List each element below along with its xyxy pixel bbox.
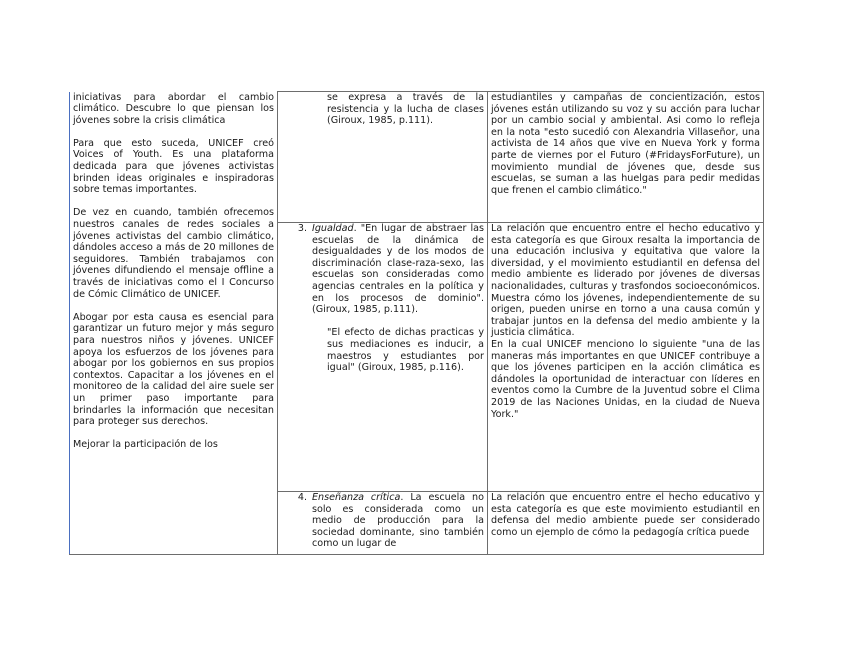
document-table [69, 91, 764, 555]
category-definition: . La escuela no solo es considerada como un medio de producción para la sociedad dominante, sino también como un lugar de [312, 492, 485, 550]
category-cell [278, 223, 488, 492]
item-number: 3. [297, 223, 307, 234]
item-number: 4. [297, 492, 307, 503]
relation-text: La relación que encuentro entre el hecho educativo y esta categoría es que este movimiento estudiantil en defensa del medio ambiente puede ser considerado como un ejemplo de cómo la pedagogía crítica puede [491, 492, 760, 538]
relation-cell [488, 223, 764, 492]
category-term: Enseñanza crítica [312, 492, 401, 503]
category-term: Igualdad [312, 223, 354, 234]
relation-cell [488, 492, 764, 555]
paragraph-advocacy: Abogar por esta causa es esencial para garantizar un futuro mejor y más seguro para nuestros niños y jóvenes. UNICEF apoya los esfuerzos de los jóvenes para abogar por los gobiernos en sus propios contextos. Capacitar a los jóvenes en el monitoreo de la calidad del aire suele ser un primer paso importante para brindarles la información que necesitan para proteger sus derechos. [73, 311, 274, 428]
category-text: se expresa a través de la resistencia y la lucha de clases (Giroux, 1985, p.111). [327, 92, 484, 127]
left-column-cell [70, 92, 278, 555]
category-cell [278, 492, 488, 555]
paragraph-social-media: De vez en cuando, también ofrecemos nuestros canales de redes sociales a jóvenes activistas del cambio climático, dándoles acceso a más de 20 millones de seguidores. También trabajamos con jóvenes difundiendo el mensaje offline a través de iniciativas como el I Concurso de Cómic Climático de UNICEF. [73, 207, 274, 300]
relation-text: estudiantiles y campañas de concientización, estos jóvenes están utilizando su voz y su acción para luchar por un cambio social y ambiental. Asi como lo refleja en la nota "esto sucedió con Alexandria Villaseñor, una activista de 14 años que vive en Nueva York y forma parte de viernes por el Futuro (#FridaysForFuture), un movimiento mundial de jóvenes que, desde sus escuelas, se suman a las huelgas para pedir medidas que frenen el cambio climático." [491, 92, 760, 196]
category-quote: "El efecto de dichas practicas y sus mediaciones es inducir, a maestros y estudiantes por igual" (Giroux, 1985, p.116). [327, 327, 484, 374]
paragraph-intro: iniciativas para abordar el cambio climático. Descubre lo que piensan los jóvenes sobre la crisis climática [73, 91, 274, 126]
paragraph-voices-of-youth: Para que esto suceda, UNICEF creó Voices of Youth. Es una plataforma dedicada para que jóvenes activistas brinden ideas originales e inspiradoras sobre temas importantes. [73, 137, 274, 196]
category-cell [278, 92, 488, 223]
list-item [281, 492, 484, 550]
relation-cell [488, 92, 764, 223]
relation-quote: En la cual UNICEF menciono lo siguiente "una de las maneras más importantes en que UNICEF contribuye a que los jóvenes participen en la acción climática es dándoles la oportunidad de interactuar con líderes en eventos como la Cumbre de la Juventud sobre el Clima 2019 de las Naciones Unidas, en la ciudad de Nueva York." [491, 338, 760, 420]
category-text [312, 492, 484, 550]
paragraph-participation: Mejorar la participación de los [73, 439, 218, 451]
table-row [70, 92, 764, 223]
list-item [281, 223, 484, 316]
category-definition: . "En lugar de abstraer las escuelas de la dinámica de desigualdades y de los modos de discriminación clase-raza-sexo, las escuelas son consideradas como agencias centrales en la política y en los procesos de dominio". (Giroux, 1985, p.111). [312, 223, 484, 316]
category-text [312, 223, 484, 316]
relation-text: La relación que encuentro entre el hecho educativo y esta categoría es que Giroux resalta la importancia de una educación inclusiva y equitativa que valore la diversidad, y el movimiento estudiantil en defensa del medio ambiente es liderado por jóvenes de diversas nacionalidades, culturas y trasfondos socioeconómicos. Muestra cómo los jóvenes, independientemente de su origen, pueden unirse en torno a una causa común y trabajar juntos en la defensa del medio ambiente y la justicia climática. [491, 223, 760, 339]
